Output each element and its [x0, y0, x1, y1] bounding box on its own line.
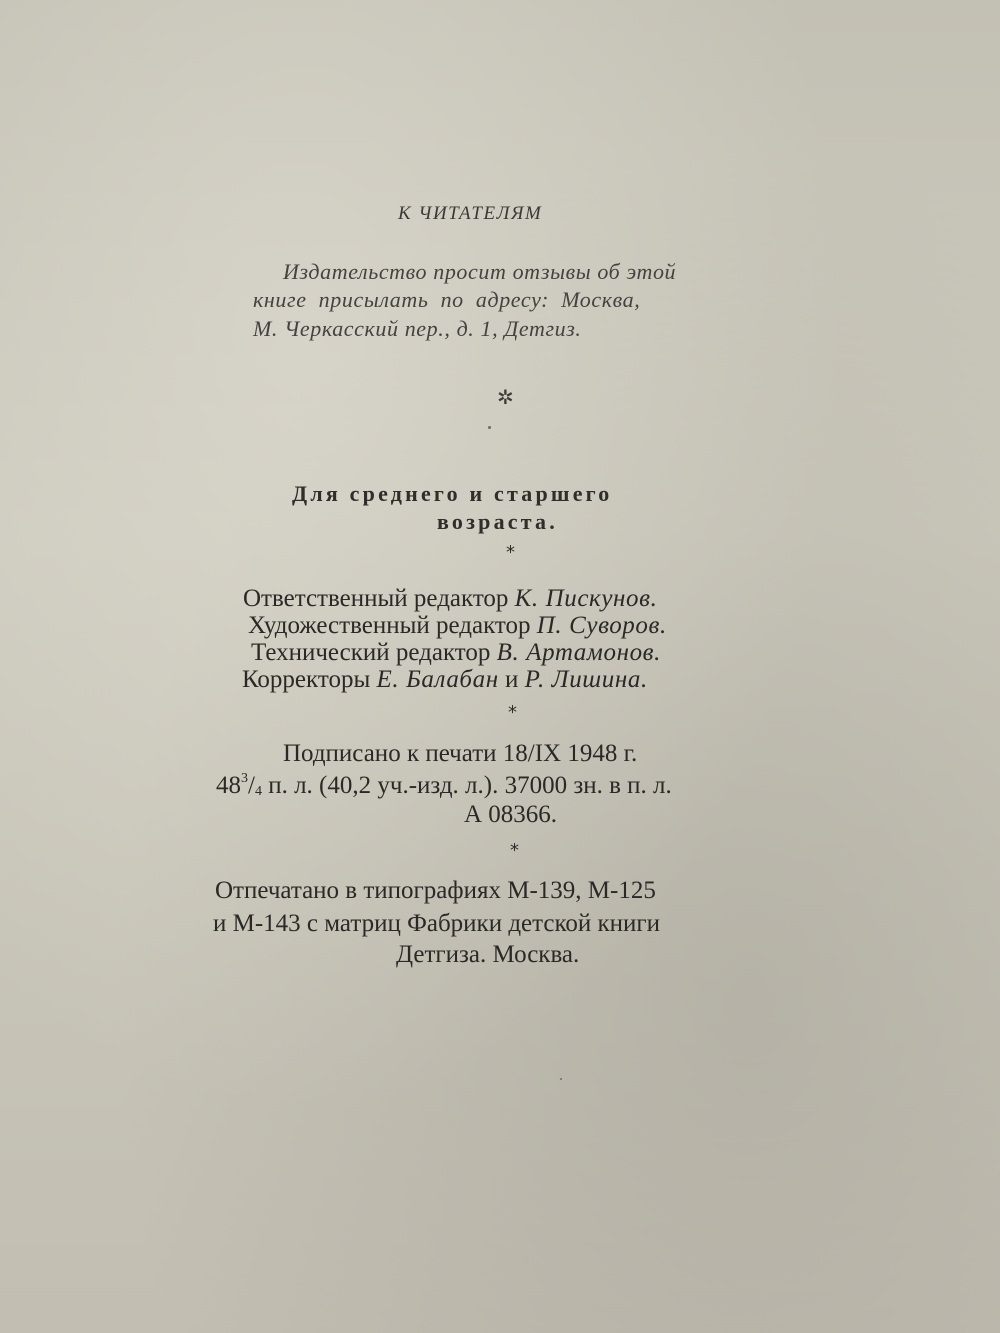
age-group-line-1: Для среднего и старшего	[292, 481, 613, 506]
separator-star: *	[506, 542, 515, 563]
page-heading: К ЧИТАТЕЛЯМ	[398, 203, 543, 224]
credit-proofreaders	[242, 666, 648, 694]
volume-details: п. л. (40,2 уч.-изд. л.). 37000 зн. в п. л.	[261, 772, 672, 799]
credit-responsible-editor	[243, 585, 657, 613]
volume-integer: 48	[216, 772, 241, 799]
ornament-icon: ✲	[497, 385, 514, 409]
credit-role: Художественный редактор	[248, 612, 531, 639]
credit-role: Ответственный редактор	[243, 585, 509, 612]
publisher-notice-line-3: М. Черкасский пер., д. 1, Детгиз.	[253, 316, 582, 341]
volume-fraction-numerator: 3	[241, 771, 248, 786]
credit-name: К. Пискунов.	[514, 585, 658, 612]
credit-role: Корректоры	[242, 666, 371, 693]
age-group-line-2: возраста.	[437, 509, 558, 534]
paper-speck	[560, 1078, 562, 1080]
print-signed-date: Подписано к печати 18/IX 1948 г.	[283, 740, 638, 767]
separator-star: *	[510, 840, 519, 861]
credit-role: Технический редактор	[251, 639, 491, 666]
publisher-notice-line-1: Издательство просит отзывы об этой	[283, 259, 677, 284]
credit-name-2: Р. Лишина.	[524, 666, 648, 693]
print-volume: $48^3/_4$ п. л. (40,2 уч.-изд. л.). 37000 зн. в п. л.	[216, 771, 672, 799]
credit-name: Е. Балабан	[376, 666, 499, 693]
paper-speck	[488, 426, 491, 429]
printed-at-line-3: Детгиза. Москва.	[396, 941, 580, 968]
separator-star: *	[508, 702, 517, 723]
credit-name: В. Артамонов.	[496, 639, 661, 666]
credit-art-editor	[248, 612, 667, 640]
credit-technical-editor	[251, 639, 661, 667]
printed-at-line-1: Отпечатано в типографиях М-139, М-125	[215, 877, 656, 904]
credit-name: П. Суворов.	[536, 612, 667, 639]
print-code: А 08366.	[464, 801, 558, 828]
printed-at-line-2: и М-143 с матриц Фабрики детской книги	[213, 910, 661, 937]
credit-conjunction: и	[504, 666, 519, 693]
volume-fraction-denominator: 4	[254, 784, 262, 799]
publisher-notice-line-2: книге присылать по адресу: Москва,	[253, 287, 641, 312]
